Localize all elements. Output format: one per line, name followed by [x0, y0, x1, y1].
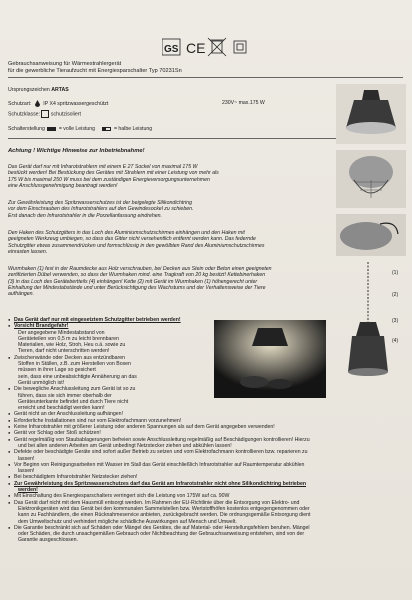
origin-brand: ARTAS: [51, 87, 69, 93]
para2-line: vor dem Einschrauben des Infrarotstrahlers auf den Gewindesockel zu schieben.: [8, 206, 194, 213]
safety-list-item-continuation: Der angegebene Mindestabstand von: [18, 329, 105, 336]
class-label: Schutzklasse:: [8, 111, 41, 118]
class-value: schutzisoliert: [50, 111, 81, 118]
safety-list-item: ● Die bewegliche Anschlussleitung zum Gerät ist so zu: [8, 386, 310, 392]
protection-class-ii-icon: [234, 41, 246, 53]
para3-line: Schutzgitter etwas zusammendrücken und formschlüssig in den gewölbten Rand des Aluminiumschutzschirmes: [8, 242, 265, 249]
safety-list-item: ● Zwischenwände oder Decken aus entzündbaren: [8, 355, 310, 361]
switch-half-text: = halbe Leistung: [113, 126, 153, 132]
safety-list-item: ● Zur Gewährleistung des Spritzwasserschutzes darf das Gerät am Infrarotstrahler nicht ohne Silikondichtring betrieben: [8, 481, 310, 487]
safety-list-item-continuation: sein, dass eine unbeabsichtigte Annäherung an das: [18, 373, 137, 380]
switch-full-icon: [47, 127, 56, 131]
lamp-photo-hook: [336, 214, 406, 256]
origin-line: [8, 87, 69, 93]
safety-list-item: ● Gerät vor Schlag oder Stoß schützen!: [8, 430, 310, 436]
para1-line: Das Gerät darf nur mit Infrarotstrahlern mit einem E 27 Sockel von maximal 175 W: [8, 164, 198, 170]
safety-list-item-continuation: oder Schäden, die durch unsachgemäßen Gebrauch oder Nichtbeachtung der Gebrauchsanweisung entstehen, sind von der: [18, 531, 305, 538]
header-divider: [8, 77, 403, 78]
para3-line: Den Haken des Schutzgitters in das Loch des Aluminiumschutzschirmes einhängen und den Haken mit: [8, 230, 245, 236]
gs-mark-text: GS: [164, 44, 179, 55]
protection-row: [8, 100, 108, 107]
safety-list-item: ● Defekte oder beschädigte Geräte sind sofort außer Betrieb zu setzen und vom Elektrofachmann kontrollieren bzw. reparieren zu: [8, 449, 310, 455]
paragraph-guard-hook: [8, 230, 264, 255]
safety-list-item-continuation: und bei allen anderen Arbeiten am Gerät unbedingt Netzstecker ziehen und abkühlen lassen!: [18, 442, 232, 449]
para3-line: einrasten lassen.: [8, 248, 48, 255]
voltage-value: 230V~ max.175 W: [222, 100, 265, 106]
header: [8, 61, 182, 75]
safety-list-item-continuation: lassen!: [18, 468, 35, 475]
safety-list-item-continuation: Stoffen in Ställen, z.B. zum Herstellen von Boxen: [18, 361, 131, 368]
safety-list-item-continuation: Geräteunterkante befindet und durch Tiere nicht: [18, 398, 129, 405]
hanging-lamp-diagram: [348, 262, 400, 412]
para2-line: Zur Gewährleistung des Spritzwasserschutzes ist der beigelegte Silikondichtring: [8, 200, 192, 206]
safety-list-item: ● Keine Infrarotstrahler mit größerer Leistung oder anderen Spannungen als auf dem Gerät angegeben verwenden!: [8, 424, 310, 430]
para3-line: geeigneten Werkzeug umbiegen, so dass das Gitter nicht versehentlich entfernt werden kann. Das federnde: [8, 236, 256, 243]
para1-line: 175 W bis maximal 250 W muss bei dem zuständigen Energieversorgungsunternehmen: [8, 176, 210, 183]
para1-line: bestückt werden! Bei Bestückung des Gerätes mit Strahlern mit einer Leistung von mehr als: [8, 170, 219, 177]
para4-line: zertifizierten Dübel verwenden, so dass der Wurmhaken mind. eine Tragkraft von 20 kg besitzt! Kettebinerhaken: [8, 272, 266, 279]
crossed-bin-icon: [208, 38, 226, 56]
paragraph-lamp-rating: [8, 164, 219, 189]
class-row: [8, 110, 81, 118]
para1-line: eine Anschlussgenehmigung beantragt werden!: [8, 182, 118, 189]
para4-line: aufhängen.: [8, 291, 34, 298]
warning-title: Achtung ! Wichtige Hinweise zur Inbetriebnahme!: [8, 148, 145, 154]
tuv-gs-mark-icon: [162, 39, 180, 55]
paragraph-mounting: [8, 266, 272, 297]
double-insulation-icon: [41, 110, 49, 118]
protection-value: IP X4 spritzwassergeschützt: [43, 100, 109, 107]
safety-list-item: ● Das Gerät darf nur mit eingesetztem Schutzgitter betrieben werden!: [8, 317, 310, 323]
safety-list-item-continuation: dem Umweltschutz und verhindert mögliche schädliche Auswirkungen auf Mensch und Umwelt.: [18, 518, 237, 525]
callout-1: (1): [392, 270, 399, 276]
safety-list-item: ● Bei beschädigtem Infrarotstrahler Netzstecker ziehen!: [8, 474, 310, 480]
header-line-2: für die gewerbliche Tieraufzucht mit Energiesparschalter Typ 70231Sn: [8, 68, 182, 74]
safety-list-item: ● Das Gerät darf nicht mit dem Hausmüll entsorgt werden. Im Rahmen der EU-Richtlinie über die Entsorgung von Elektro- und: [8, 500, 310, 506]
water-drop-icon: [35, 100, 40, 107]
ce-mark-icon: CE: [186, 40, 206, 56]
safety-list-item: ● Gerät nicht an der Anschlussleitung aufhängen!: [8, 411, 310, 417]
safety-list-item-continuation: Garantie ausgeschlossen.: [18, 537, 78, 544]
lamp-photo-top: [336, 84, 406, 144]
safety-list-item-continuation: Materialien, wie Holz, Stroh, Heu o.ä. sowie zu: [18, 342, 126, 349]
para2-line: Erst danach den Infrarotstrahler in die Porzellanfassung eindrehen.: [8, 212, 162, 219]
switch-full-text: = volle Leistung: [58, 126, 96, 132]
safety-list-item-continuation: erreicht und beschädigt werden kann!: [18, 405, 105, 412]
switch-label: Schalterstellung: [8, 126, 45, 132]
safety-list-item-continuation: kann zu Fachhändlern, die einen Rücknahmeservice anbieten, zurückgebracht werden. Die ordnungsgemäße Entsorgung dient: [18, 512, 311, 519]
safety-list-item: ● Mit Einschaltung des Energiesparschalters verringert sich die Leistung von 175W auf ca. 90W: [8, 493, 310, 499]
safety-list-item: ● Erforderliche Installationen sind nur vom Elektrofachmann vorzunehmen!: [8, 418, 310, 424]
safety-list-item-continuation: Tieren, darf nicht unterschritten werden!: [18, 348, 110, 355]
header-line-1: Gebrauchsanweisung für Wärmestrahlergerät: [8, 61, 122, 67]
safety-list: [8, 317, 310, 544]
certification-marks: [162, 36, 254, 58]
safety-list-item-continuation: führen, dass sie sich immer oberhalb der: [18, 392, 112, 399]
protection-label: Schutzart:: [8, 100, 32, 107]
para4-line: (3) in das Loch des Gerätebertteils (4) einhängen! Kette (2) mit Gerät im Wurmhaken (1) höhengerecht unter: [8, 278, 258, 285]
callout-4: (4): [392, 338, 399, 344]
safety-list-item-continuation: Geräteteilen von 0,5 m zu leicht brennbaren: [18, 335, 119, 342]
para4-line: Einhaltung der Mindestabstände und unter Berücksichtigung des Wachstums und der Verhaltensweise der Tiere: [8, 284, 266, 291]
callout-2: (2): [392, 292, 399, 298]
safety-list-item: ● Vor Beginn von Reinigungsarbeiten mit Wasser im Stall das Gerät einschließlich Infrarotstrahler auf Raumtemperatur abkühlen: [8, 462, 310, 468]
switch-row: [8, 126, 152, 132]
paragraph-sealing-ring: [8, 200, 193, 219]
para4-line: Wurmhaken (1) fest in der Raumdecke aus Holz verschrauben, bei Decken aus Stein oder Beton einen geeigneten: [8, 266, 272, 272]
switch-half-icon: [102, 127, 111, 131]
origin-label: Ursprungszeichen: [8, 87, 50, 93]
safety-list-item-continuation: lassen!: [18, 455, 35, 462]
safety-list-item-continuation: Gerät unmöglich ist!: [18, 379, 65, 386]
safety-list-item-continuation: müssen in ihrer Lage so gesichert: [18, 367, 96, 374]
safety-list-item-continuation: Elektronikgeräten wird das Gerät bei den kommunalen Sammelstellen bzw. Wertstoffhöfen kostenlos entgegengenommen oder: [18, 505, 310, 512]
safety-list-item: ● Die Garantie beschränkt sich auf Schäden oder Mängel des Gerätes, die auf Material- oder Herstellungsfehlern beruhen. Mängel: [8, 525, 310, 531]
safety-list-item: ● Gerät regelmäßig von Staubablagerungen befreien sowie Anschlussleitung regelmäßig auf Beschädigungen kontrollieren! Hierzu: [8, 437, 310, 443]
safety-list-item: ● Vorsicht Brandgefahr!: [8, 323, 310, 329]
safety-list-item-continuation: werden!: [18, 487, 38, 494]
callout-3: (3): [392, 318, 399, 324]
lamp-photo-grid: [336, 150, 406, 208]
